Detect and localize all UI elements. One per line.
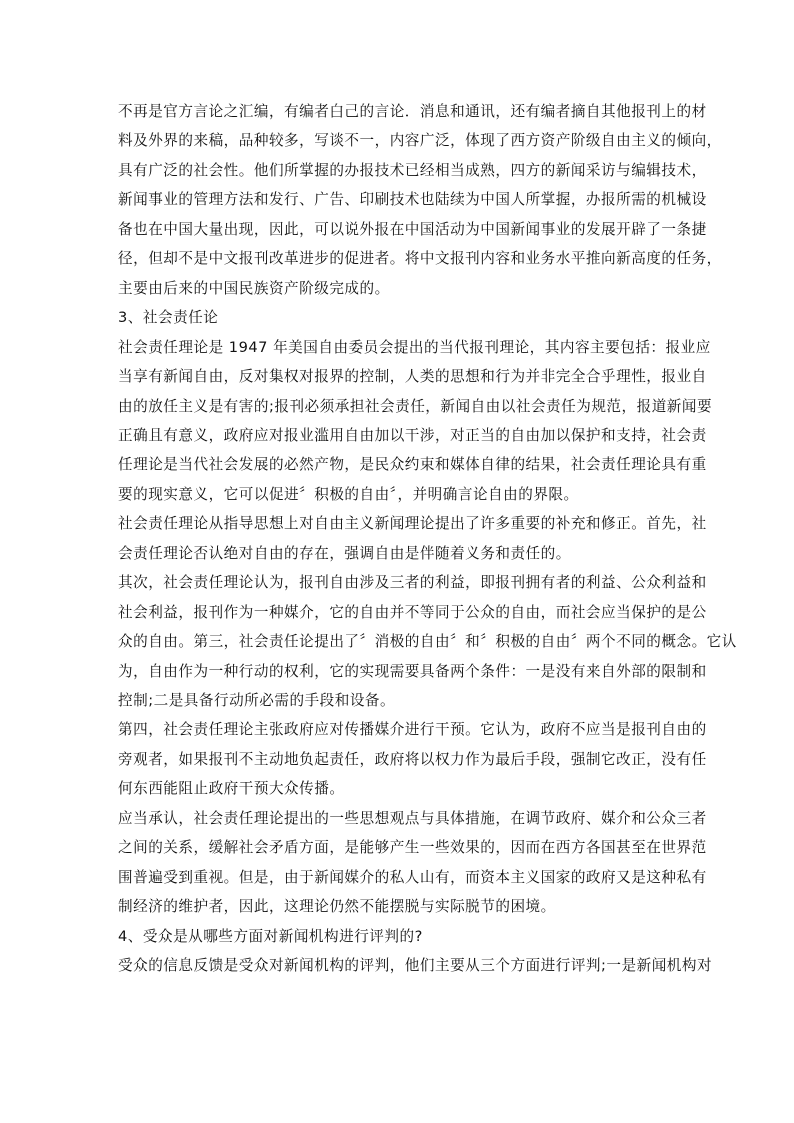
text-line: 4、受众是从哪些方面对新闻机构进行评判的? (118, 927, 423, 945)
text-line: 备也在中国大量出现，因此，可以说外报在中国活动为中国新闻事业的发展开辟了一条捷 (118, 220, 707, 238)
text-line: 径，但却不是中文报刊改革进步的促进者。将中文报刊内容和业务水平推向新高度的任务， (118, 250, 722, 268)
text-line: 之间的关系，缓解社会矛盾方面，是能够产生一些效果的，因而在西方各国甚至在世界范 (118, 839, 707, 857)
text-line: 制经济的维护者，因此，这理论仍然不能摆脱与实际脱节的困境。 (118, 898, 556, 916)
text-line: 具有广泛的社会性。他们所掌握的办报技术已经相当成熟，四方的新闻采访与编辑技术， (118, 161, 707, 179)
text-line: 会责任理论否认绝对自由的存在，强调自由是伴随着义务和责任的。 (118, 544, 571, 562)
text-line: 社会责任理论从指导思想上对自由主义新闻理论提出了许多重要的补充和修正。首先，社 (118, 515, 707, 533)
text-line: 旁观者，如果报刊不主动地负起责任，政府将以权力作为最后手段，强制它改正，没有任 (118, 750, 707, 768)
text-line: 料及外界的来稿，品种较多，写谈不一，内容广泛，体现了西方资产阶级自由主义的倾向， (118, 132, 722, 150)
text-line: 众的自由。第三，社会责任论提出了〞消极的自由〞和〞积极的自由〞两个不同的概念。它认 (118, 633, 737, 651)
text-line: 3、社会责任论 (118, 309, 219, 327)
text-line: 为，自由作为一种行动的权利，它的实现需要具备两个条件：一是没有来自外部的限制和 (118, 662, 707, 680)
text-line: 社会责任理论是 1947 年美国自由委员会提出的当代报刊理论，其内容主要包括：报业应 (118, 338, 711, 356)
text-line: 正确且有意义，政府应对报业滥用自由加以干涉，对正当的自由加以保护和支持，社会责 (118, 426, 707, 444)
text-line: 何东西能阻止政府干预大众传播。 (118, 780, 345, 798)
text-line: 应当承认，社会责任理论提出的一些思想观点与具体措施，在调节政府、媒介和公众三者 (118, 809, 707, 827)
text-line: 不再是官方言论之汇编，有编者白己的言论．消息和通讯，还有编者摘自其他报刊上的材 (118, 103, 707, 120)
text-line: 由的放任主义是有害的;报刊必须承担社会责任，新闻自由以社会责任为规范，报道新闻要 (118, 397, 713, 415)
text-line: 第四，社会责任理论主张政府应对传播媒介进行干预。它认为，政府不应当是报刊自由的 (118, 721, 707, 739)
text-line: 受众的信息反馈是受众对新闻机构的评判，他们主要从三个方面进行评判;一是新闻机构对 (118, 957, 713, 975)
text-line: 要的现实意义，它可以促进〞积极的自由〞，并明确言论自由的界限。 (118, 485, 579, 503)
text-line: 任理论是当代社会发展的必然产物，是民众约束和媒体自律的结果，社会责任理论具有重 (118, 456, 707, 474)
text-line: 社会利益，报刊作为一种媒介，它的自由并不等同于公众的自由，而社会应当保护的是公 (118, 603, 707, 621)
text-line: 围普遍受到重视。但是，由于新闻媒介的私人山有，而资本主义国家的政府又是这种私有 (118, 868, 707, 886)
text-line: 主要由后来的中国民族资产阶级完成的。 (118, 279, 390, 297)
text-line: 当享有新闻自由，反对集权对报界的控制，人类的思想和行为并非完全合乎理性，报业自 (118, 368, 707, 386)
text-line: 其次，社会责任理论认为，报刊自由涉及三者的利益，即报刊拥有者的利益、公众利益和 (118, 574, 707, 592)
text-line: 控制;二是具备行动所必需的手段和设备。 (118, 692, 396, 709)
text-line: 新闻事业的管理方法和发行、广告、印刷技术也陆续为中国人所掌握，办报所需的机械设 (118, 191, 707, 209)
